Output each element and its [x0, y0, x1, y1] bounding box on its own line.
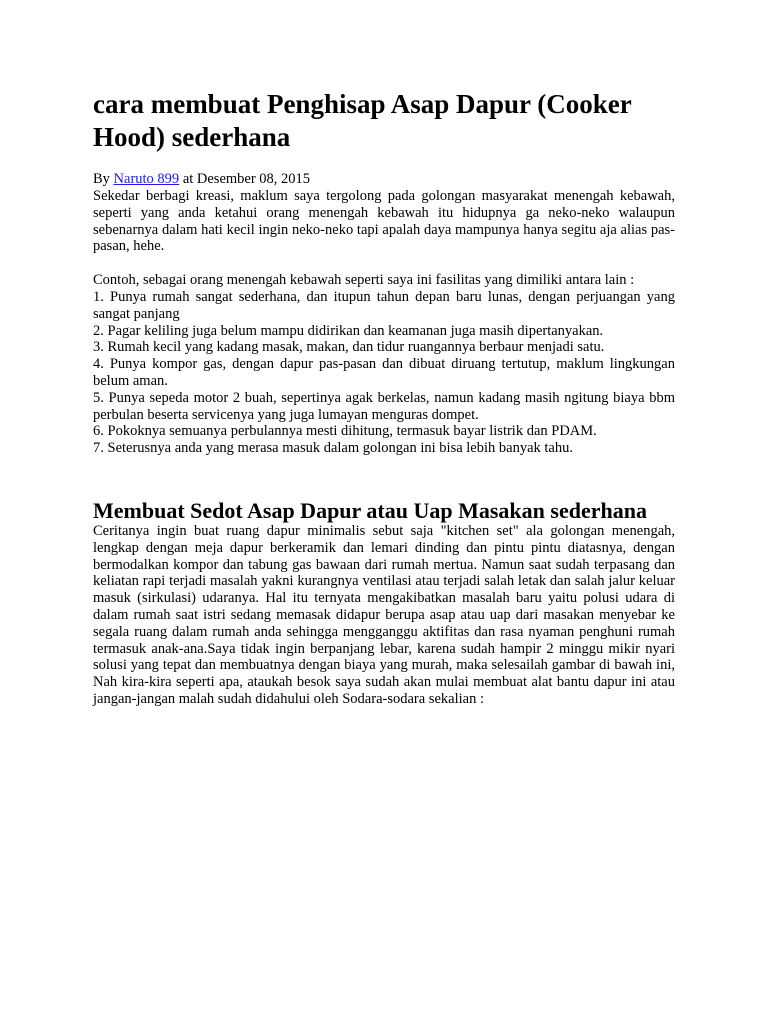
list-item: 2. Pagar keliling juga belum mampu didirikan dan keamanan juga masih dipertanyakan. — [93, 322, 604, 339]
section-paragraph: Ceritanya ingin buat ruang dapur minimalis sebut saja "kitchen set" ala golongan menengah, lengkap dengan meja dapur berkeramik dan lemari dinding dan pintu pintu diatasnya, dengan bermodalkan kompor dan tabung gas bawaan dari rumah mertua. Namun saat sudah terpasang dan keliatan rapi terjadi masalah yakni kurangnya ventilasi atau terjadi salah letak dan salah jalur keluar masuk (sirkulasi) udaranya. Hal itu ternyata mengakibatkan masalah baru yaitu polusi udara di dalam rumah saat istri sedang memasak didapur berupa asap atau uap dari masakan menyebar ke segala ruang dalam rumah anda sehingga mengganggu aktifitas dan rasa nyaman penghuni rumah termasuk anak-ana.Saya tidak ingin berpanjang lebar, karena sudah hampir 2 minggu mikir nyari solusi yang tepat dan membuatnya dengan biaya yang murah, maka selesailah gambar di bawah ini, Nah kira-kira seperti apa, ataukah besok saya sudah akan mulai membuat alat bantu dapur ini atau jangan-jangan malah sudah didahului oleh Sodara-sodara sekalian : — [93, 522, 675, 707]
list-item: 7. Seterusnya anda yang merasa masuk dalam golongan ini bisa lebih banyak tahu. — [93, 440, 573, 457]
byline — [93, 171, 675, 188]
document-page — [93, 88, 675, 708]
list-item: 3. Rumah kecil yang kadang masak, makan, dan tidur ruangannya berbaur menjadi satu. — [93, 339, 605, 356]
list-item: 4. Punya kompor gas, dengan dapur pas-pasan dan dibuat diruang tertutup, maklum lingkungan belum aman. — [93, 356, 675, 389]
section-heading: Membuat Sedot Asap Dapur atau Uap Masakan sederhana — [93, 497, 647, 523]
facility-list — [93, 289, 675, 457]
paragraph-spacer — [93, 255, 675, 272]
intro-paragraph: Sekedar berbagi kreasi, maklum saya tergolong pada golongan masyarakat menengah kebawah, seperti yang anda ketahui orang menengah kebawah itu hidupnya ga neko-neko walaupun sebenarnya dalam hati kecil ingin neko-neko tapi apalah daya mampunya hanya segitu aja alias pas-pasan, hehe. — [93, 188, 675, 255]
author-link[interactable]: Naruto 899 — [113, 171, 180, 187]
list-item: 6. Pokoknya semuanya perbulannya mesti dihitung, termasuk bayar listrik dan PDAM. — [93, 423, 597, 440]
list-intro: Contoh, sebagai orang menengah kebawah seperti saya ini fasilitas yang dimiliki antara lain : — [93, 272, 635, 289]
list-item: 5. Punya sepeda motor 2 buah, sepertinya agak berkelas, namun kadang masih ngitung biaya bbm perbulan beserta servicenya yang juga lumayan menguras dompet. — [93, 389, 675, 423]
list-item: 1. Punya rumah sangat sederhana, dan itupun tahun depan baru lunas, dengan perjuangan yang sangat panjang — [93, 288, 675, 322]
byline-date: at Desember 08, 2015 — [179, 171, 311, 187]
article-title: cara membuat Penghisap Asap Dapur (Cooker Hood) sederhana — [93, 89, 632, 152]
byline-prefix: By — [93, 171, 114, 187]
